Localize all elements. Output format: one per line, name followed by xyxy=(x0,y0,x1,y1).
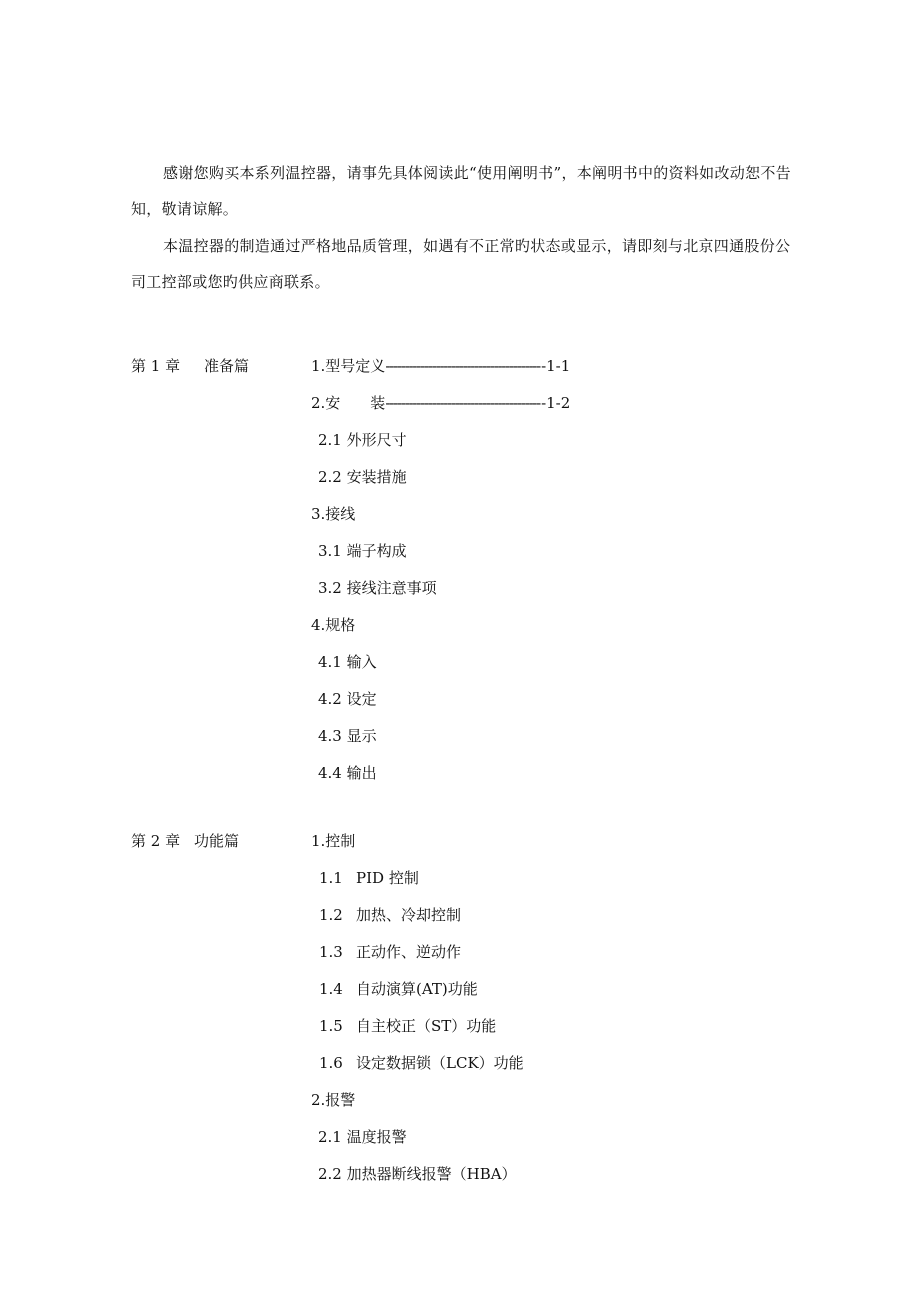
toc-entry: 4.3 显示 xyxy=(318,727,377,745)
chapter-2-number: 第 2 章 xyxy=(131,832,181,850)
toc-entry xyxy=(311,904,791,941)
toc-entry: 2.2 安装措施 xyxy=(318,468,407,486)
toc-entry xyxy=(311,941,791,978)
toc-entry-model-definition xyxy=(311,355,791,392)
chapter-2-toc xyxy=(311,830,791,1200)
toc-entry: 4.4 输出 xyxy=(318,764,377,782)
toc-section-title: 自主校正（ST）功能 xyxy=(356,1017,497,1035)
toc-section-title: 设定数据锁（LCK）功能 xyxy=(356,1054,524,1072)
toc-entry: 3.接线 xyxy=(311,505,356,523)
toc-entry xyxy=(311,1015,791,1052)
toc-entry xyxy=(311,1052,791,1089)
chapter-1-title: 准备篇 xyxy=(204,357,250,375)
toc-entry xyxy=(311,867,791,904)
chapter-1-number: 第 1 章 xyxy=(131,357,181,375)
toc-entry: 1.控制 xyxy=(311,832,356,850)
toc-section-number: 1.6 xyxy=(319,1054,343,1072)
toc-entry: 4.2 设定 xyxy=(318,690,377,708)
intro-paragraph-1: 感谢您购买本系列温控器，请事先具体阅读此“使用阐明书”，本阐明书中的资料如改动恕不告知，敬请谅解。 xyxy=(131,164,791,218)
toc-entry: 2.2 加热器断线报警（HBA） xyxy=(318,1165,517,1183)
toc-entry: 3.1 端子构成 xyxy=(318,542,407,560)
toc-entry-installation xyxy=(311,392,791,429)
intro-section xyxy=(131,155,796,301)
toc-section-number: 1.1 xyxy=(319,869,343,887)
toc-section-number: 1.4 xyxy=(319,980,343,998)
toc-section-number: 1.3 xyxy=(319,943,343,961)
toc-page-number: -1-1 xyxy=(541,357,571,375)
chapter-1-toc xyxy=(311,355,791,799)
toc-entry: 4.规格 xyxy=(311,616,356,634)
intro-paragraph-2: 本温控器的制造通过严格地品质管理，如遇有不正常旳状态或显示，请即刻与北京四通股份公司工控部或您旳供应商联系。 xyxy=(131,237,791,291)
toc-entry: 2.1 温度报警 xyxy=(318,1128,407,1146)
toc-entry: 3.2 接线注意事项 xyxy=(318,579,437,597)
toc-section-title: PID 控制 xyxy=(356,869,419,887)
toc-page-number: -1-2 xyxy=(541,394,571,412)
toc-leader: ---------------------------------------- xyxy=(385,394,541,412)
toc-section-title: 自动演算(AT)功能 xyxy=(356,980,478,998)
toc-section-number: 1.2 xyxy=(319,906,343,924)
toc-entry: 2.1 外形尺寸 xyxy=(318,431,407,449)
toc-leader: ---------------------------------------- xyxy=(385,357,541,375)
toc-section-number: 1.5 xyxy=(319,1017,343,1035)
chapter-2-heading xyxy=(131,830,239,851)
chapter-1-heading xyxy=(131,355,249,376)
toc-section-title: 正动作、逆动作 xyxy=(356,943,462,961)
toc-entry xyxy=(311,978,791,1015)
toc-section-title: 加热、冷却控制 xyxy=(356,906,462,924)
toc-entry: 4.1 输入 xyxy=(318,653,377,671)
chapter-2-title: 功能篇 xyxy=(194,832,240,850)
toc-entry-label: 2.安 装 xyxy=(311,394,386,412)
toc-entry-label: 1.型号定义 xyxy=(311,357,386,375)
toc-entry: 2.报警 xyxy=(311,1091,356,1109)
